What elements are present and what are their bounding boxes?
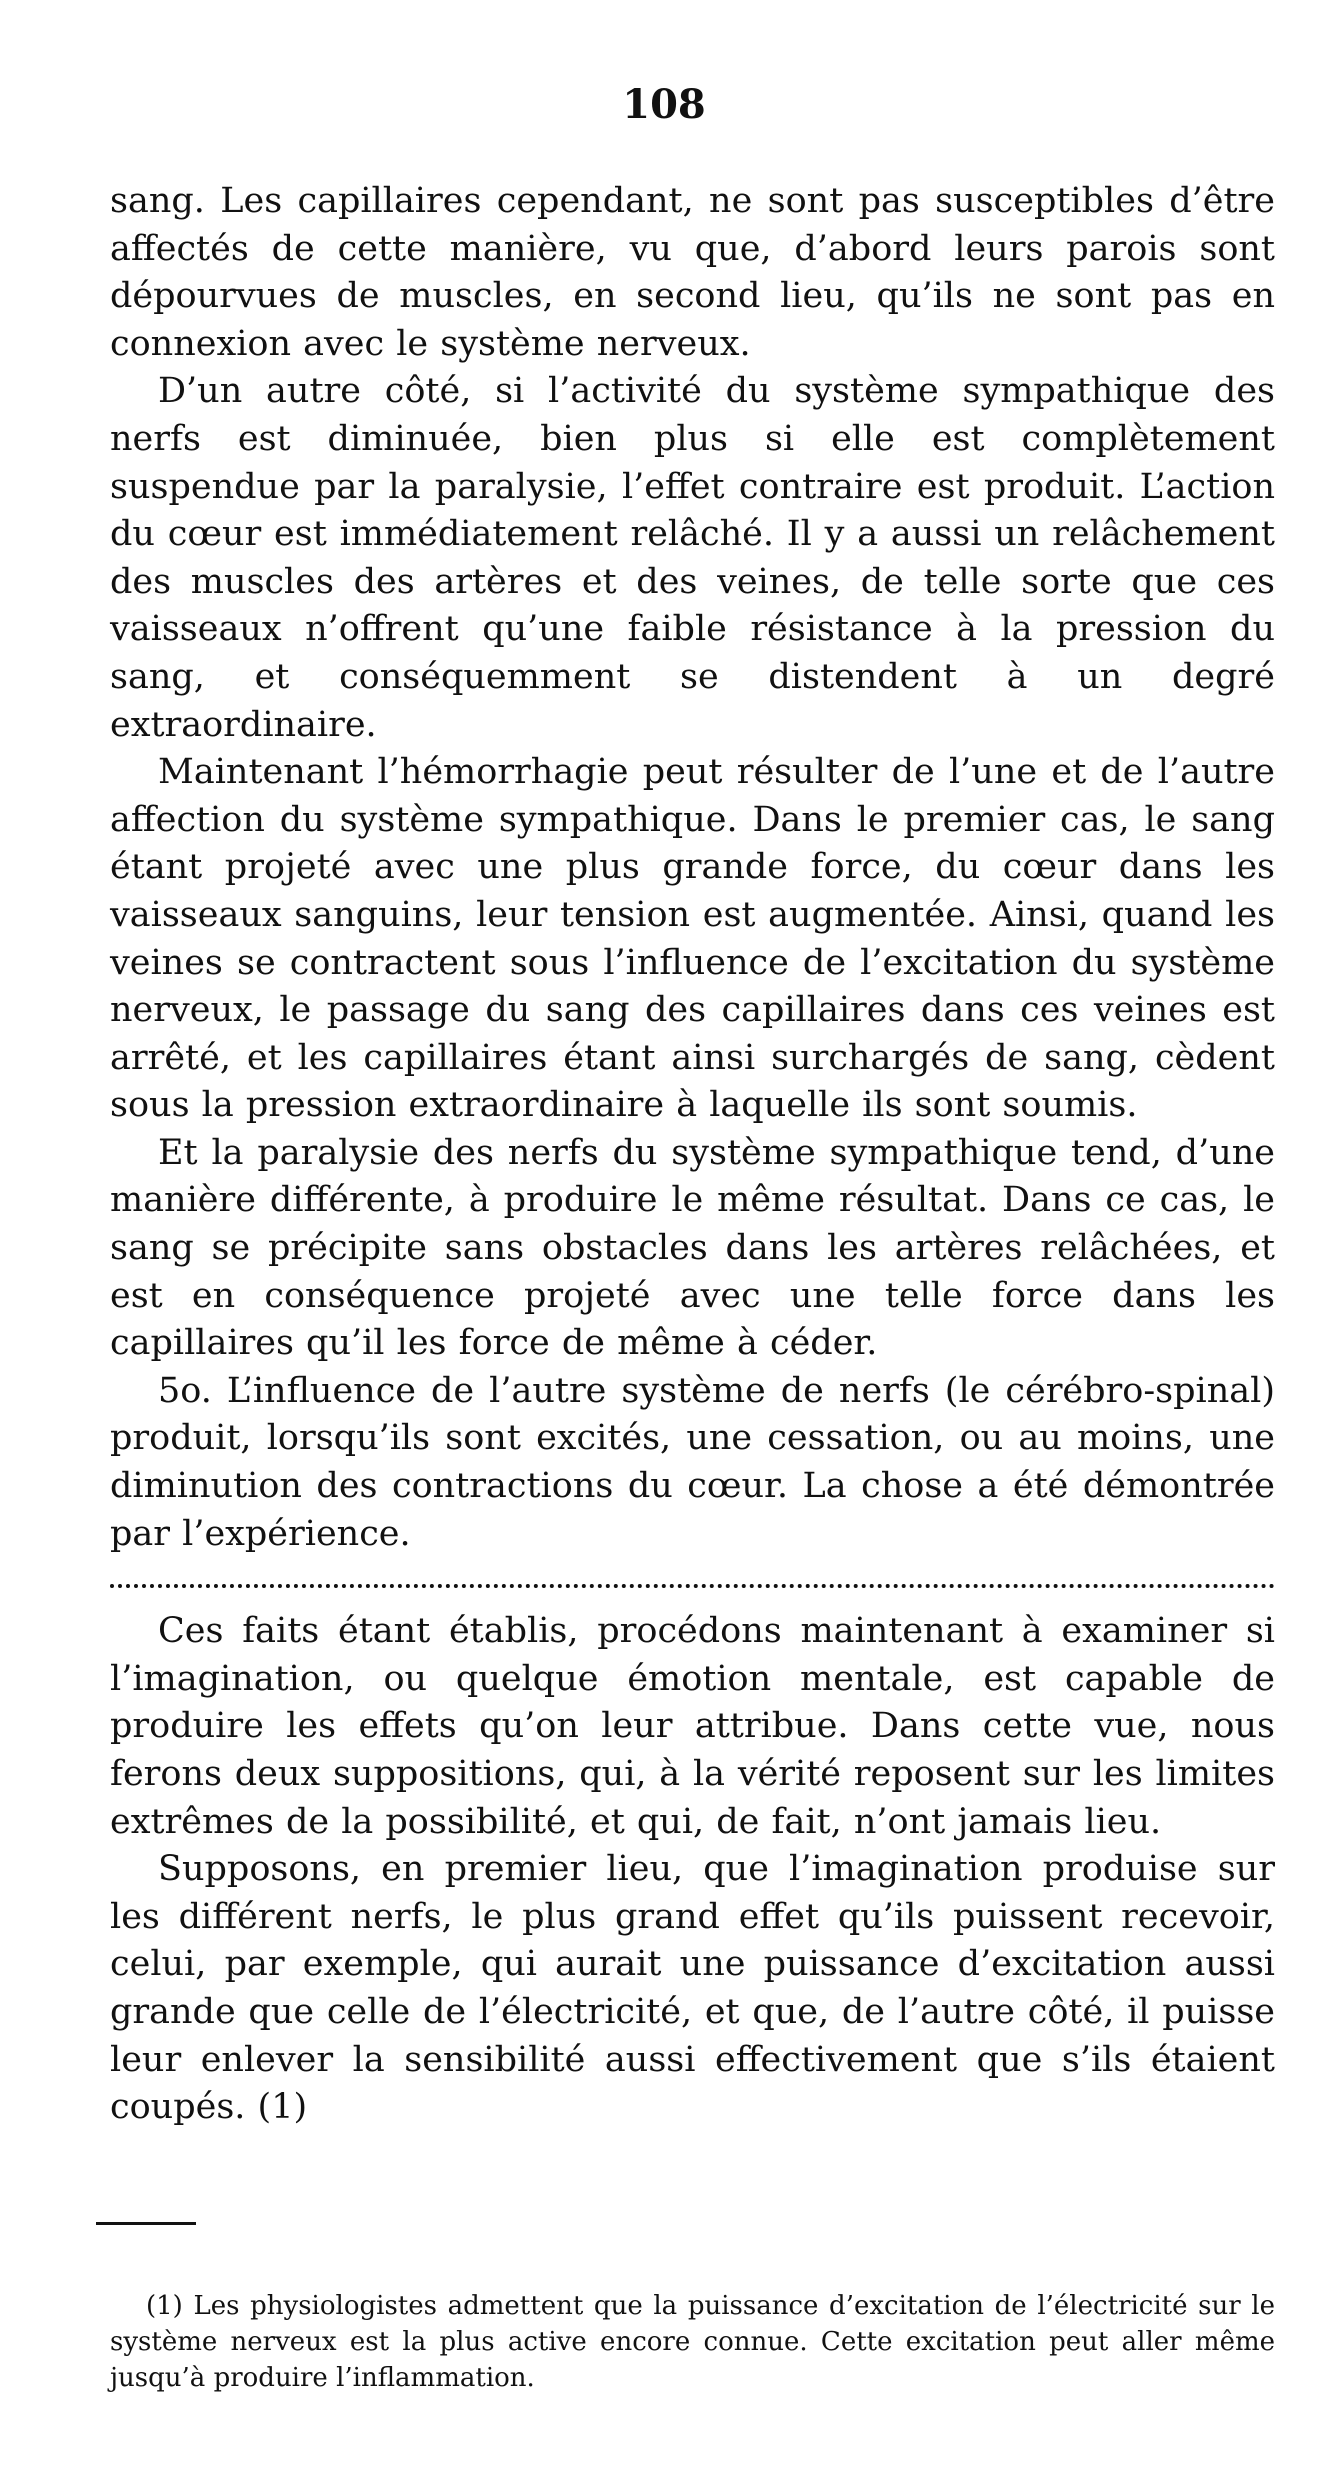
paragraph-examination: Ces faits étant établis, procédons maintenant à examiner si l’imagination, ou quelque émotion mentale, est capable de produire les effets qu’on leur attribue. Dans cette vue, nous ferons deux suppositions, qui, à la vérité reposent sur les limites extrêmes de la possibilité, et qui, de fait, n’ont jamais lieu. bbox=[110, 1611, 1275, 1842]
section-divider bbox=[110, 1584, 1275, 1588]
paragraph-cerebro-spinal: 5o. L’influence de l’autre système de nerfs (le cérébro-spinal) produit, lorsqu’ils sont excités, une cessation, ou au moins, une diminution des contractions du cœur. La chose a été démontrée par l’expérience. bbox=[110, 1370, 1275, 1554]
footnote: (1) Les physiologistes admettent que la puissance d’excitation de l’électricité sur le système nerveux est la plus active encore connue. Cette excitation peut aller même jusqu’à produire l’inflammation. bbox=[110, 2291, 1275, 2393]
paragraph-paralysis: D’un autre côté, si l’activité du système sympathique des nerfs est diminuée, bien plus si elle est complètement suspendue par la paralysie, l’effet contraire est produit. L’action du cœur est immédiatement relâché. Il y a aussi un relâchement des muscles des artères et des veines, de telle sorte que ces vaisseaux n’offrent qu’une faible résistance à la pression du sang, et conséquemment se distendent à un degré extraordinaire. bbox=[110, 371, 1275, 745]
paragraph-continuation: sang. Les capillaires cependant, ne sont pas susceptibles d’être affectés de cette manière, vu que, d’abord leurs parois sont dépourvues de muscles, en second lieu, qu’ils ne sont pas en connexion avec le système nerveux. bbox=[110, 181, 1275, 364]
page-number: 108 bbox=[622, 81, 706, 128]
paragraph-hemorrhage: Maintenant l’hémorrhagie peut résulter de l’une et de l’autre affection du système sympathique. Dans le premier cas, le sang étant projeté avec une plus grande force, du cœur dans les vaisseaux sanguins, leur tension est augmentée. Ainsi, quand les veines se contractent sous l’influence de l’excitation du système nerveux, le passage du sang des capillaires dans ces veines est arrêté, et les capillaires étant ainsi surchargés de sang, cèdent sous la pression extraordinaire à laquelle ils sont soumis. bbox=[110, 752, 1275, 1126]
footnote-separator bbox=[96, 2222, 196, 2225]
paragraph-paralysis-effect: Et la paralysie des nerfs du système sympathique tend, d’une manière différente, à produire le même résultat. Dans ce cas, le sang se précipite sans obstacles dans les artères relâchées, et est en conséquence projeté avec une telle force dans les capillaires qu’il les force de même à céder. bbox=[110, 1132, 1275, 1364]
body-text bbox=[110, 178, 1275, 2132]
paragraph-supposition: Supposons, en premier lieu, que l’imagination produise sur les différent nerfs, le plus grand effet qu’ils puissent recevoir, celui, par exemple, qui aurait une puissance d’excitation aussi grande que celle de l’électricité, et que, de l’autre côté, il puisse leur enlever la sensibilité aussi effectivement que s’ils étaient coupés. (1) bbox=[110, 1849, 1275, 2128]
